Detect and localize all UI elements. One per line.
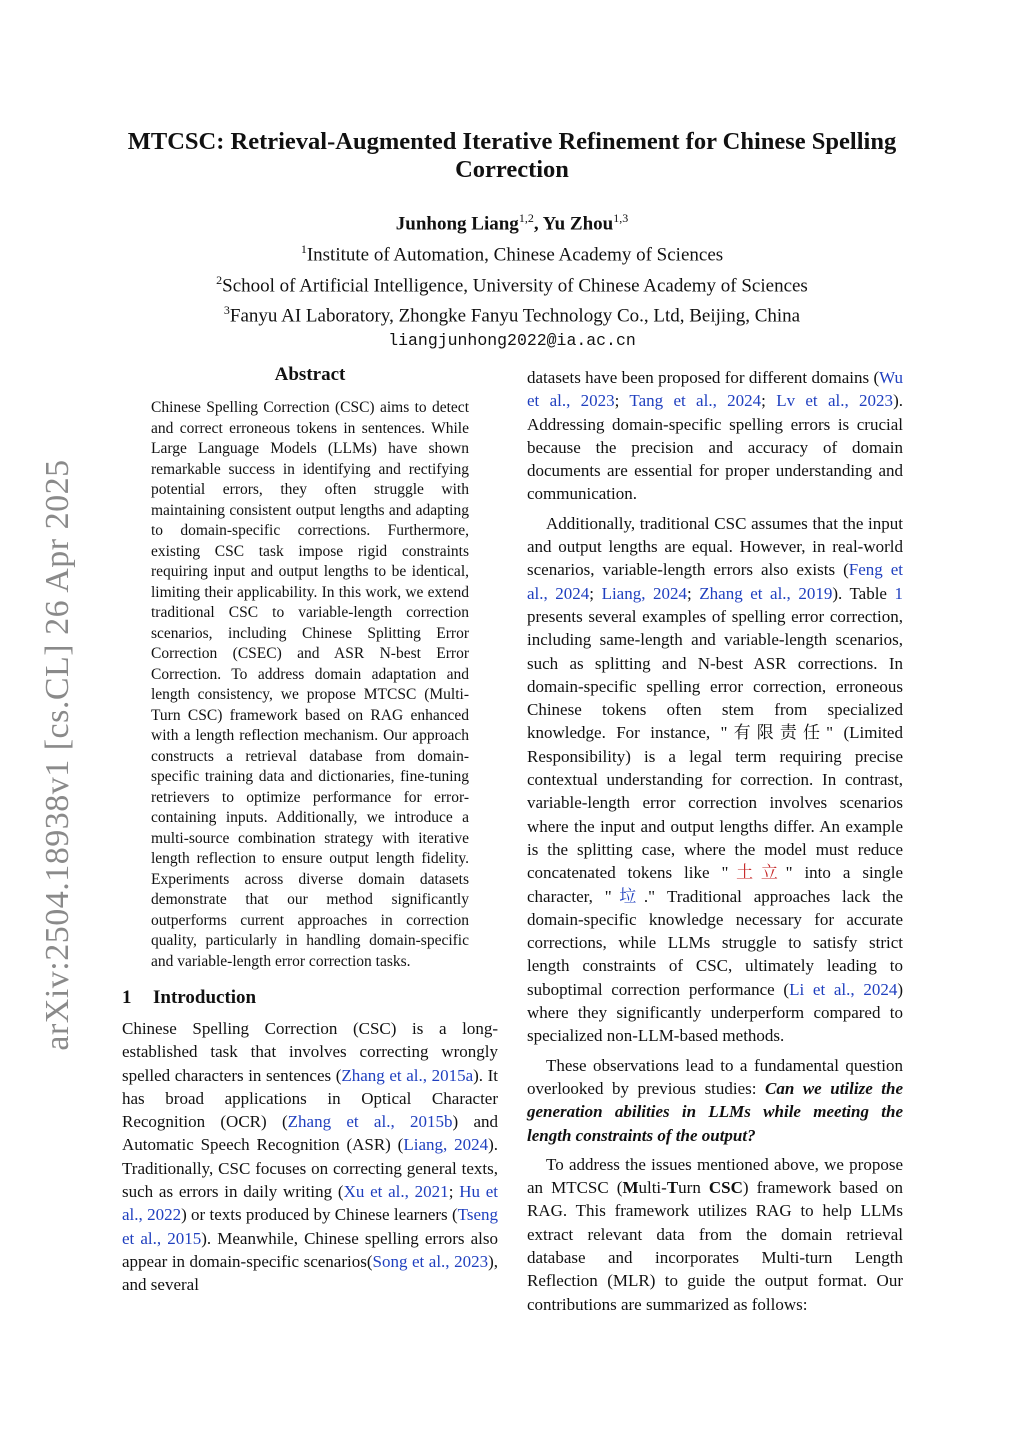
research-question: Can we utilize the generation abilities in LLMs while meeting the length constraints of the output? [527, 1078, 903, 1145]
citation-link[interactable]: Wu et al., 2023 [527, 368, 903, 411]
intro-paragraph-4: To address the issues mentioned above, we propose an MTCSC (Multi-Turn CSC) framework based on RAG. This framework utilizes RAG to help LLMs extract relevant data from the domain retrieval database and incorporates Multi-turn Length Reflection (MLR) to guide the output format. Our contributions are summarized as follows: [527, 1154, 903, 1314]
citation-link[interactable]: Liang, 2024 [403, 1135, 489, 1155]
section-number: 1 [122, 987, 132, 1008]
chinese-term: 有限责任 [727, 723, 827, 743]
author-affiliation-marker: 1,3 [613, 211, 629, 225]
author-block [110, 206, 914, 354]
affiliation: $^2$School of Artificial Intelligence, University of Chinese Academy of Sciences [216, 272, 808, 296]
paper-title: MTCSC: Retrieval-Augmented Iterative Refinement for Chinese Spelling Correction [127, 128, 897, 183]
citation-link[interactable]: Liang, 2024 [601, 583, 687, 603]
affiliation: $^1$Institute of Automation, Chinese Academy of Sciences [300, 241, 724, 266]
citation-link[interactable]: Feng et al., 2024 [527, 560, 903, 603]
intro-paragraph-1-continued: datasets have been proposed for different domains (Wu et al., 2023; Tang et al., 2024; Lv et al., 2023). Addressing domain-specific spelling errors is crucial because the precision and accuracy of domain documents are essential for proper understanding and communication. [527, 368, 903, 504]
citation-link[interactable]: Song et al., 2023 [372, 1251, 489, 1271]
citation-link[interactable]: Li et al., 2024 [789, 979, 898, 999]
author-affiliation-marker: 1,2 [518, 211, 534, 225]
author-name: Junhong Liang [395, 213, 519, 235]
citation-link[interactable]: Hu et al., 2022 [122, 1182, 498, 1225]
section-heading-introduction [122, 987, 498, 1009]
citation-link[interactable]: Tseng et al., 2015 [122, 1205, 498, 1248]
intro-paragraph-3: These observations lead to a fundamental question overlooked by previous studies: Can we utilize the generation abilities in LLMs while meeting the length constraints of the output? [527, 1055, 903, 1145]
abstract-heading: Abstract [274, 364, 346, 385]
chinese-correct-token: 垃 [611, 886, 644, 906]
author-name: Yu Zhou [542, 213, 614, 235]
section-title: Introduction [153, 987, 257, 1008]
right-column [527, 366, 903, 1316]
author-email: liangjunhong2022@ia.ac.cn [388, 331, 636, 351]
citation-link[interactable]: Tang et al., 2024 [629, 391, 762, 411]
intro-paragraph-2: Additionally, traditional CSC assumes that the input and output lengths are equal. However, in real-world scenarios, variable-length errors also exists (Feng et al., 2024; Liang, 2024; Zhang et al., 2019). Table 1 presents several examples of spelling error correction, including same-length and variable-length scenarios, such as splitting and N-best ASR corrections. In domain-specific spelling error correction, erroneous Chinese tokens often stem from specialized knowledge. For instance, "有限责任" (Limited Responsibility) is a legal term requiring precise contextual understanding for correction. In contrast, variable-length error correction involves scenarios where the input and output lengths differ. An example is the splitting case, where the model must reduce concatenated tokens like "土立" into a single character, "垃." Traditional approaches lack the domain-specific knowledge necessary for accurate corrections, while LLMs struggle to satisfy strict length constraints of CSC, ultimately leading to suboptimal correction performance (Li et al., 2024) where they significantly underperform compared to specialized non-LLM-based methods. [527, 513, 904, 1046]
citation-link[interactable]: Zhang et al., 2015a [341, 1065, 474, 1085]
author-line: Junhong Liang$^{1,2}$, Yu Zhou$^{1,3}$ [395, 211, 629, 235]
left-column [122, 364, 498, 1297]
citation-link[interactable]: Lv et al., 2023 [776, 391, 894, 411]
abstract-text: Chinese Spelling Correction (CSC) aims to detect and correct erroneous tokens in sentences. While Large Language Models (LLMs) have shown remarkable success in identifying and rectifying potential errors, they often struggle with maintaining consistent output lengths and adapting to domain-specific corrections. Furthermore, existing CSC task impose rigid constraints requiring input and output lengths to be identical, limiting their applicability. In this work, we extend traditional CSC to variable-length correction scenarios, including Chinese Splitting Error Correction (CSEC) and ASR N-best Error Correction. To address domain adaptation and length consistency, we propose MTCSC (Multi-Turn CSC) framework based on RAG enhanced with a length reflection mechanism. Our approach constructs a retrieval database from domain-specific training data and dictionaries, fine-tuning retrievers to optimize performance for error-containing inputs. Additionally, we introduce a multi-source combination strategy with iterative length reflection to ensure output length fidelity. Experiments across diverse domain datasets demonstrate that our method significantly outperforms current approaches in correction quality, particularly in handling domain-specific and variable-length error correction tasks. [151, 399, 469, 970]
arxiv-stamp: arXiv:2504.18938v1 [cs.CL] 26 Apr 2025 [39, 459, 76, 1051]
citation-link[interactable]: Xu et al., 2021 [343, 1182, 449, 1202]
citation-link[interactable]: Zhang et al., 2015b [287, 1112, 453, 1132]
table-reference-link[interactable]: 1 [894, 583, 903, 603]
citation-link[interactable]: Zhang et al., 2019 [699, 583, 833, 603]
chinese-error-token: 土立 [728, 863, 786, 883]
intro-paragraph-1: Chinese Spelling Correction (CSC) is a long-established task that involves correcting wrongly spelled characters in sentences (Zhang et al., 2015a). It has broad applications in Optical Character Recognition (OCR) (Zhang et al., 2015b) and Automatic Speech Recognition (ASR) (Liang, 2024). Traditionally, CSC focuses on correcting general texts, such as errors in daily writing (Xu et al., 2021; Hu et al., 2022) or texts produced by Chinese learners (Tseng et al., 2015). Meanwhile, Chinese spelling errors also appear in domain-specific scenarios(Song et al., 2023), and several [122, 1019, 499, 1295]
affiliation: $^3$Fanyu AI Laboratory, Zhongke Fanyu Technology Co., Ltd, Beijing, China [223, 303, 801, 327]
